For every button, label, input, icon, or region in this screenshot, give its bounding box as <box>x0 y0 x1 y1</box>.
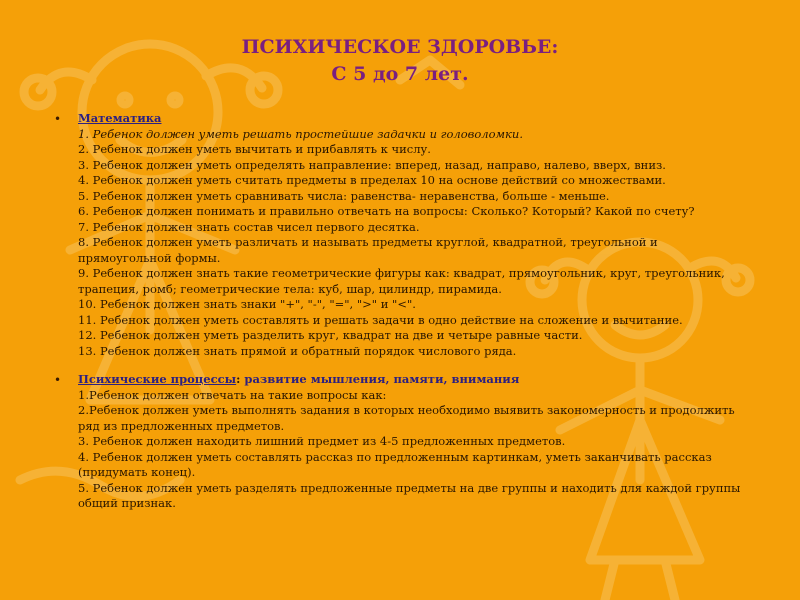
heading-colon: : <box>236 372 241 386</box>
slide-title <box>0 34 800 88</box>
process-item-line: 4. Ребенок должен уметь составлять рассказ по предложенным картинкам, уметь заканчивать рассказ <box>78 449 712 464</box>
math-item-line: 10. Ребенок должен знать знаки "+", "-", "=", ">" и "<". <box>78 297 416 311</box>
section-subheading: развитие мышления, памяти, внимания <box>240 372 520 386</box>
section-heading-processes: Психические процессы <box>78 372 237 386</box>
math-item-line: прямоугольной формы. <box>78 250 221 265</box>
content-body <box>54 111 754 512</box>
bullet: • <box>54 373 62 387</box>
process-item-line: 1.Ребенок должен отвечать на такие вопросы как: <box>78 387 387 402</box>
process-item-line: (придумать конец). <box>78 465 196 479</box>
math-item-line: 5. Ребенок должен уметь сравнивать числа: равенства- неравенства, больше - меньше. <box>78 188 610 203</box>
process-item-line: общий признак. <box>78 496 176 510</box>
section-heading-line <box>78 111 754 127</box>
processes-list <box>78 388 754 512</box>
math-item-text: 1. Ребенок должен уметь решать простейшие задачки и головоломки. <box>78 126 523 141</box>
math-item-line: 6. Ребенок должен понимать и правильно отвечать на вопросы: Сколько? Который? Какой по счету? <box>78 204 695 218</box>
math-item-line: 2. Ребенок должен уметь вычитать и прибавлять к числу. <box>78 142 431 156</box>
section-mental-processes <box>54 372 754 512</box>
math-item-line: трапеция, ромб; геометрические тела: куб, шар, цилиндр, пирамида. <box>78 281 502 296</box>
math-list <box>78 142 754 359</box>
math-item-1 <box>78 127 754 143</box>
process-item-line: ряд из предложенных предметов. <box>78 418 285 433</box>
math-item-line: 11. Ребенок должен уметь составлять и решать задачи в одно действие на сложение и вычитание. <box>78 312 683 327</box>
title-line-2: С 5 до 7 лет. <box>331 63 469 85</box>
title-line-1: ПСИХИЧЕСКОЕ ЗДОРОВЬЕ: <box>241 36 559 58</box>
process-item-line: 2.Ребенок должен уметь выполнять задания в которых необходимо выявить закономерность и продолжить <box>78 403 735 417</box>
section-heading-line <box>78 372 754 388</box>
math-item-line: 4. Ребенок должен уметь считать предметы в пределах 10 на основе действий со множествами. <box>78 173 666 187</box>
math-item-line: 9. Ребенок должен знать такие геометрические фигуры как: квадрат, прямоугольник, круг, треугольник, <box>78 266 725 280</box>
math-item-line: 7. Ребенок должен знать состав чисел первого десятка. <box>78 219 420 234</box>
math-item-line: 13. Ребенок должен знать прямой и обратный порядок числового ряда. <box>78 343 517 358</box>
process-item-line: 3. Ребенок должен находить лишний предмет из 4-5 предложенных предметов. <box>78 434 566 448</box>
math-item-line: 8. Ребенок должен уметь различать и называть предметы круглой, квадратной, треугольной и <box>78 235 658 249</box>
process-item-line: 5. Ребенок должен уметь разделять предложенные предметы на две группы и находить для каждой группы <box>78 480 741 495</box>
math-item-line: 12. Ребенок должен уметь разделить круг, квадрат на две и четыре равные части. <box>78 328 583 342</box>
section-mathematics <box>54 111 754 359</box>
bullet: • <box>54 112 62 126</box>
math-item-line: 3. Ребенок должен уметь определять направление: вперед, назад, направо, налево, вверх, вниз. <box>78 157 666 172</box>
section-heading-math: Математика <box>78 111 162 125</box>
